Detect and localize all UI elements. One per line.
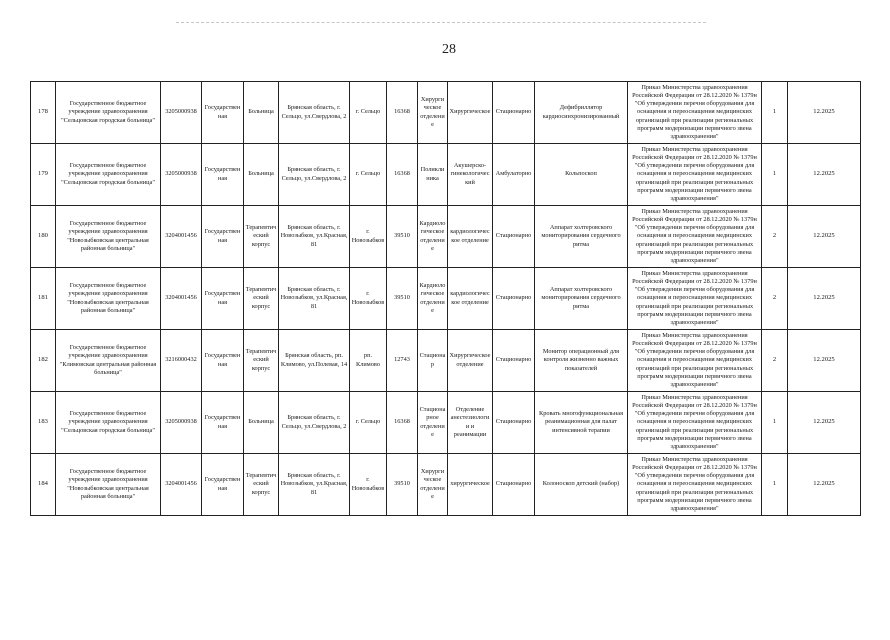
cell-care-form: Стационарно — [493, 330, 535, 392]
cell-building: Терапевтический корпус — [244, 454, 279, 516]
cell-institution: Государственное бюджетное учреждение здравоохранения "Климовская центральная районная больница" — [56, 330, 161, 392]
cell-department: кардиологическое отделение — [448, 268, 493, 330]
cell-equipment: Дефибриллятор кардиосинхронизированный — [535, 82, 628, 144]
cell-ownership: Государственная — [202, 268, 244, 330]
cell-equipment: Кольпоскоп — [535, 144, 628, 206]
cell-org-code: 3204001456 — [161, 206, 202, 268]
cell-equipment: Монитор операционный для контроля жизненно важных показателей — [535, 330, 628, 392]
table-row — [31, 392, 861, 454]
cell-num: 184 — [31, 454, 56, 516]
cell-basis: Приказ Министерства здравоохранения Российской Федерации от 28.12.2020 № 1379н "Об утверждении перечня оборудования для оснащения и переоснащения медицинских организаций при реализации региональных программ модернизации первичного звена здравоохранения" — [628, 82, 762, 144]
cell-qty: 2 — [762, 206, 788, 268]
cell-qty: 1 — [762, 454, 788, 516]
cell-ownership: Государственная — [202, 144, 244, 206]
table-row — [31, 454, 861, 516]
cell-institution: Государственное бюджетное учреждение здравоохранения "Сельцовская городская больница" — [56, 82, 161, 144]
scan-edge-line — [176, 22, 706, 23]
cell-org-code: 3204001456 — [161, 454, 202, 516]
cell-org-code: 3204001456 — [161, 268, 202, 330]
cell-unit: Поликлиника — [418, 144, 448, 206]
cell-unit: Хирургическое отделение — [418, 454, 448, 516]
cell-equipment: Аппарат холтеровского мониторирования сердечного ритма — [535, 206, 628, 268]
cell-locality-code: 12743 — [387, 330, 418, 392]
cell-department: Отделение анестезиологии и реанимации — [448, 392, 493, 454]
cell-institution: Государственное бюджетное учреждение здравоохранения "Новозыбковская центральная районная больница" — [56, 268, 161, 330]
cell-ownership: Государственная — [202, 330, 244, 392]
cell-num: 179 — [31, 144, 56, 206]
cell-org-code: 3205000938 — [161, 82, 202, 144]
cell-qty: 1 — [762, 392, 788, 454]
cell-equipment: Кровать многофункциональная реанимационная для палат интенсивной терапии — [535, 392, 628, 454]
cell-basis: Приказ Министерства здравоохранения Российской Федерации от 28.12.2020 № 1379н "Об утверждении перечня оборудования для оснащения и переоснащения медицинских организаций при реализации региональных программ модернизации первичного звена здравоохранения" — [628, 144, 762, 206]
cell-deadline: 12.2025 — [788, 454, 861, 516]
cell-basis: Приказ Министерства здравоохранения Российской Федерации от 28.12.2020 № 1379н "Об утверждении перечня оборудования для оснащения и переоснащения медицинских организаций при реализации региональных программ модернизации первичного звена здравоохранения" — [628, 268, 762, 330]
cell-deadline: 12.2025 — [788, 392, 861, 454]
table-row — [31, 144, 861, 206]
cell-locality: г. Сельцо — [350, 82, 387, 144]
cell-num: 178 — [31, 82, 56, 144]
table-body — [31, 82, 861, 516]
cell-locality: г. Новозыбков — [350, 206, 387, 268]
cell-building: Больница — [244, 144, 279, 206]
cell-locality-code: 39510 — [387, 206, 418, 268]
cell-locality: рп. Климово — [350, 330, 387, 392]
cell-ownership: Государственная — [202, 82, 244, 144]
cell-num: 181 — [31, 268, 56, 330]
cell-deadline: 12.2025 — [788, 144, 861, 206]
cell-department: Акушерско-гинекологический — [448, 144, 493, 206]
cell-num: 182 — [31, 330, 56, 392]
cell-deadline: 12.2025 — [788, 268, 861, 330]
cell-locality: г. Новозыбков — [350, 454, 387, 516]
cell-care-form: Амбулаторно — [493, 144, 535, 206]
cell-ownership: Государственная — [202, 206, 244, 268]
cell-locality: г. Новозыбков — [350, 268, 387, 330]
cell-basis: Приказ Министерства здравоохранения Российской Федерации от 28.12.2020 № 1379н "Об утверждении перечня оборудования для оснащения и переоснащения медицинских организаций при реализации региональных программ модернизации первичного звена здравоохранения" — [628, 330, 762, 392]
cell-locality-code: 39510 — [387, 454, 418, 516]
cell-org-code: 3205000938 — [161, 392, 202, 454]
equipment-table — [30, 81, 861, 516]
cell-care-form: Стационарно — [493, 206, 535, 268]
page-number: 28 — [442, 42, 456, 57]
cell-address: Брянская область, г. Сельцо, ул.Свердлова, 2 — [279, 144, 350, 206]
cell-care-form: Стационарно — [493, 392, 535, 454]
cell-locality-code: 39510 — [387, 268, 418, 330]
cell-institution: Государственное бюджетное учреждение здравоохранения "Новозыбковская центральная районная больница" — [56, 454, 161, 516]
table-row — [31, 206, 861, 268]
cell-care-form: Стационарно — [493, 454, 535, 516]
cell-building: Терапевтический корпус — [244, 268, 279, 330]
cell-address: Брянская область, г. Новозыбков, ул.Красная, 81 — [279, 206, 350, 268]
cell-equipment: Колоноскоп детский (набор) — [535, 454, 628, 516]
cell-qty: 1 — [762, 82, 788, 144]
table-row — [31, 268, 861, 330]
cell-unit: Стационар — [418, 330, 448, 392]
cell-basis: Приказ Министерства здравоохранения Российской Федерации от 28.12.2020 № 1379н "Об утверждении перечня оборудования для оснащения и переоснащения медицинских организаций при реализации региональных программ модернизации первичного звена здравоохранения" — [628, 392, 762, 454]
cell-building: Больница — [244, 392, 279, 454]
cell-ownership: Государственная — [202, 454, 244, 516]
cell-basis: Приказ Министерства здравоохранения Российской Федерации от 28.12.2020 № 1379н "Об утверждении перечня оборудования для оснащения и переоснащения медицинских организаций при реализации региональных программ модернизации первичного звена здравоохранения" — [628, 454, 762, 516]
cell-ownership: Государственная — [202, 392, 244, 454]
cell-department: хирургическое — [448, 454, 493, 516]
cell-locality: г. Сельцо — [350, 392, 387, 454]
cell-unit: Хирургическое отделение — [418, 82, 448, 144]
cell-unit: Кардиологическое отделение — [418, 206, 448, 268]
cell-num: 180 — [31, 206, 56, 268]
cell-qty: 2 — [762, 268, 788, 330]
cell-locality: г. Сельцо — [350, 144, 387, 206]
table-row — [31, 330, 861, 392]
cell-building: Терапевтический корпус — [244, 330, 279, 392]
cell-locality-code: 16368 — [387, 82, 418, 144]
cell-department: Хирургическое отделение — [448, 330, 493, 392]
cell-address: Брянская область, рп. Климово, ул.Полевая, 14 — [279, 330, 350, 392]
cell-num: 183 — [31, 392, 56, 454]
cell-org-code: 3216000432 — [161, 330, 202, 392]
cell-org-code: 3205000938 — [161, 144, 202, 206]
cell-building: Терапевтический корпус — [244, 206, 279, 268]
cell-institution: Государственное бюджетное учреждение здравоохранения "Сельцовская городская больница" — [56, 144, 161, 206]
cell-address: Брянская область, г. Сельцо, ул.Свердлова, 2 — [279, 82, 350, 144]
cell-institution: Государственное бюджетное учреждение здравоохранения "Новозыбковская центральная районная больница" — [56, 206, 161, 268]
cell-basis: Приказ Министерства здравоохранения Российской Федерации от 28.12.2020 № 1379н "Об утверждении перечня оборудования для оснащения и переоснащения медицинских организаций при реализации региональных программ модернизации первичного звена здравоохранения" — [628, 206, 762, 268]
cell-department: кардиологическое отделение — [448, 206, 493, 268]
cell-deadline: 12.2025 — [788, 82, 861, 144]
cell-address: Брянская область, г. Новозыбков, ул.Красная, 81 — [279, 454, 350, 516]
cell-address: Брянская область, г. Сельцо, ул.Свердлова, 2 — [279, 392, 350, 454]
cell-deadline: 12.2025 — [788, 330, 861, 392]
cell-locality-code: 16368 — [387, 392, 418, 454]
cell-unit: Стационарное отделение — [418, 392, 448, 454]
cell-deadline: 12.2025 — [788, 206, 861, 268]
cell-equipment: Аппарат холтеровского мониторирования сердечного ритма — [535, 268, 628, 330]
cell-qty: 2 — [762, 330, 788, 392]
cell-qty: 1 — [762, 144, 788, 206]
cell-unit: Кардиологическое отделение — [418, 268, 448, 330]
cell-address: Брянская область, г. Новозыбков, ул.Красная, 81 — [279, 268, 350, 330]
cell-care-form: Стационарно — [493, 82, 535, 144]
table-row — [31, 82, 861, 144]
cell-department: Хирургическое — [448, 82, 493, 144]
cell-building: Больница — [244, 82, 279, 144]
cell-institution: Государственное бюджетное учреждение здравоохранения "Сельцовская городская больница" — [56, 392, 161, 454]
cell-care-form: Стационарно — [493, 268, 535, 330]
cell-locality-code: 16368 — [387, 144, 418, 206]
